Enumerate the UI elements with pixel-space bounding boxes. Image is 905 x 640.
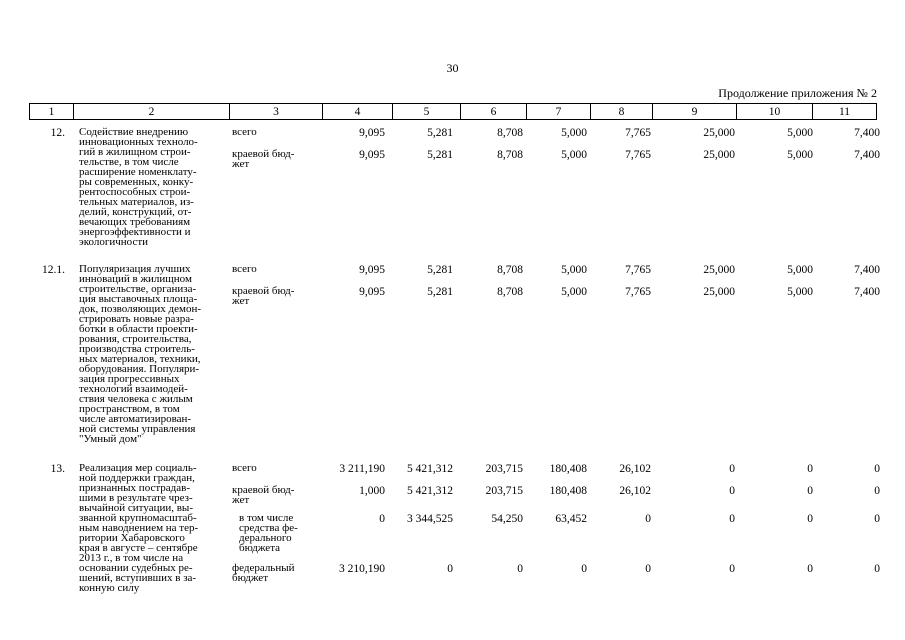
value-cell: 25,000: [703, 149, 735, 161]
value-cell: 0: [645, 513, 651, 525]
value-cell: 7,765: [625, 149, 651, 161]
value-cell: 3 210,190: [339, 563, 385, 575]
value-cell: 9,095: [359, 264, 385, 276]
row-description: Реализация мер социаль- ной поддержки граждан, признанных пострадав- шими в результате чрез- вычайной ситуации, вы- званной крупномасштаб- ным наводнением на тер- ритории Хабаровского края в августе – сентябре 2013 г., в том числе на основании судебных ре- шений, вступивших в за- конную силу: [79, 462, 199, 594]
row-number: 13.: [50, 463, 65, 475]
value-cell: 5,000: [787, 286, 813, 298]
value-cell: 0: [379, 513, 385, 525]
value-cell: 5 421,312: [407, 463, 453, 475]
value-cell: 8,708: [497, 264, 523, 276]
column-header: 8: [591, 104, 653, 120]
sub-row-label: всего: [232, 462, 257, 474]
column-header: 1: [30, 104, 74, 120]
value-cell: 0: [807, 463, 813, 475]
value-cell: 0: [807, 563, 813, 575]
value-cell: 3 344,525: [407, 513, 453, 525]
value-cell: 7,400: [854, 286, 880, 298]
column-header: 9: [653, 104, 737, 120]
value-cell: 180,408: [549, 485, 587, 497]
sub-row-label: краевой бюд- жет: [232, 148, 295, 170]
value-cell: 7,400: [854, 127, 880, 139]
value-cell: 180,408: [549, 463, 587, 475]
value-cell: 0: [729, 485, 735, 497]
value-cell: 3 211,190: [339, 463, 385, 475]
column-header: 6: [461, 104, 527, 120]
column-header-table: [29, 103, 877, 120]
value-cell: 7,765: [625, 264, 651, 276]
value-cell: 5 421,312: [407, 485, 453, 497]
row-number: 12.1.: [42, 264, 65, 276]
value-cell: 0: [447, 563, 453, 575]
column-header: 2: [74, 104, 230, 120]
value-cell: 5,000: [787, 127, 813, 139]
value-cell: 0: [807, 513, 813, 525]
value-cell: 0: [517, 563, 523, 575]
value-cell: 0: [581, 563, 587, 575]
value-cell: 5,281: [427, 286, 453, 298]
value-cell: 7,765: [625, 286, 651, 298]
value-cell: 0: [874, 513, 880, 525]
value-cell: 7,400: [854, 264, 880, 276]
value-cell: 63,452: [555, 513, 587, 525]
value-cell: 54,250: [491, 513, 523, 525]
value-cell: 5,281: [427, 264, 453, 276]
sub-row-label: всего: [232, 126, 257, 138]
value-cell: 203,715: [485, 463, 523, 475]
sub-row-label: краевой бюд- жет: [232, 484, 295, 506]
value-cell: 8,708: [497, 127, 523, 139]
page-number: 30: [446, 61, 459, 75]
value-cell: 25,000: [703, 286, 735, 298]
value-cell: 9,095: [359, 149, 385, 161]
value-cell: 203,715: [485, 485, 523, 497]
value-cell: 9,095: [359, 286, 385, 298]
value-cell: 26,102: [619, 485, 651, 497]
value-cell: 26,102: [619, 463, 651, 475]
continuation-caption: Продолжение приложения № 2: [718, 86, 877, 100]
column-header: 10: [737, 104, 813, 120]
column-header: 4: [323, 104, 393, 120]
sub-row-label: в том числе средства фе- дерального бюджета: [239, 512, 298, 554]
value-cell: 0: [729, 513, 735, 525]
sub-row-label: всего: [232, 263, 257, 275]
value-cell: 0: [874, 485, 880, 497]
value-cell: 5,000: [561, 286, 587, 298]
row-number: 12.: [50, 127, 65, 139]
value-cell: 9,095: [359, 127, 385, 139]
value-cell: 0: [874, 563, 880, 575]
value-cell: 5,000: [787, 149, 813, 161]
value-cell: 0: [645, 563, 651, 575]
value-cell: 25,000: [703, 264, 735, 276]
sub-row-label: краевой бюд- жет: [232, 285, 295, 307]
sub-row-label: федеральный бюджет: [232, 562, 295, 584]
value-cell: 0: [874, 463, 880, 475]
value-cell: 5,000: [787, 264, 813, 276]
value-cell: 0: [807, 485, 813, 497]
column-header: 7: [527, 104, 591, 120]
value-cell: 0: [729, 463, 735, 475]
value-cell: 5,000: [561, 264, 587, 276]
value-cell: 5,000: [561, 149, 587, 161]
value-cell: 8,708: [497, 286, 523, 298]
row-description: Популяризация лучших инноваций в жилищном строительстве, организа- ция выставочных площа- док, позволяющих демон- стрировать новые разра- ботки в области проекти- рования, строительства, производства строитель- ных материалов, техники, оборудования. Популяри- зация прогрессивных технологий взаимодей- ствия человека с жилым пространством, в том числе автоматизирован- ной системы управления "Умный дом": [79, 263, 202, 445]
value-cell: 5,281: [427, 149, 453, 161]
column-header: 3: [230, 104, 323, 120]
value-cell: 25,000: [703, 127, 735, 139]
value-cell: 5,000: [561, 127, 587, 139]
row-description: Содействие внедрению инновационных техноло- гий в жилищном строи- тельстве, в том числе расширение номенклату- ры современных, конку- рентоспособных строи- тельных материалов, из- делий, конструкций, от- вечающих требованиям энергоэффективности и экологичности: [79, 126, 198, 248]
value-cell: 0: [729, 563, 735, 575]
column-header: 5: [393, 104, 461, 120]
value-cell: 7,400: [854, 149, 880, 161]
value-cell: 5,281: [427, 127, 453, 139]
value-cell: 7,765: [625, 127, 651, 139]
column-header: 11: [813, 104, 877, 120]
value-cell: 1,000: [359, 485, 385, 497]
value-cell: 8,708: [497, 149, 523, 161]
